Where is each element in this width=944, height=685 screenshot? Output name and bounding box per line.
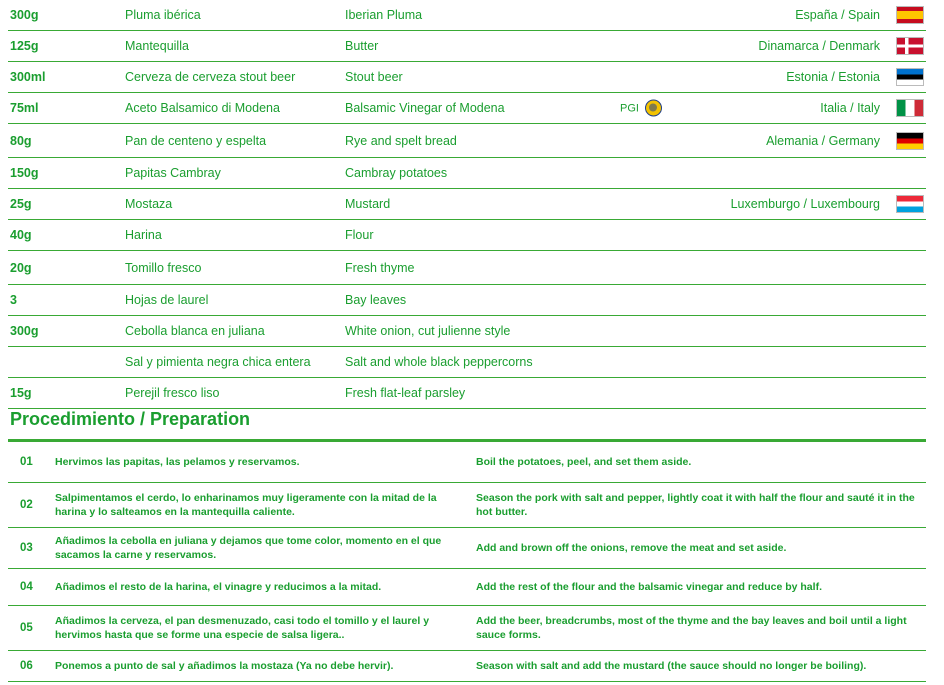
ingredient-name-es: Perejil fresco liso <box>125 386 220 400</box>
ingredient-name-en: Balsamic Vinegar of Modena <box>345 101 505 115</box>
ingredient-name-en: White onion, cut julienne style <box>345 324 511 338</box>
step-row <box>8 651 926 682</box>
step-text-es: Añadimos la cebolla en juliana y dejamos que tome color, momento en el que sacamos la carne y reservamos. <box>55 535 442 561</box>
pgi-label-text: PGI <box>620 102 639 114</box>
step-number: 01 <box>20 456 33 468</box>
ingredient-name-en: Salt and whole black peppercorns <box>345 355 533 369</box>
ingredient-name-en: Iberian Pluma <box>345 8 423 22</box>
ingredient-quantity: 3 <box>10 293 17 307</box>
ingredient-quantity: 125g <box>10 39 39 53</box>
step-text-en: Boil the potatoes, peel, and set them aside. <box>476 456 692 468</box>
ingredient-name-en: Mustard <box>345 197 391 211</box>
step-text-es: Añadimos la cerveza, el pan desmenuzado, casi todo el tomillo y el laurel y hervimos hasta que se forme una especie de salsa ligera.. <box>55 615 430 641</box>
ingredient-row <box>8 0 926 31</box>
spain-flag-icon <box>896 6 924 24</box>
step-text-en: Add the rest of the flour and the balsamic vinegar and reduce by half. <box>476 581 822 593</box>
ingredient-name-es: Mostaza <box>125 197 173 211</box>
ingredient-quantity: 300ml <box>10 70 46 84</box>
ingredients-table <box>8 0 926 409</box>
ingredient-name-es: Tomillo fresco <box>125 260 202 275</box>
preparation-title: Procedimiento / Preparation <box>10 409 251 429</box>
step-text-en: Season the pork with salt and pepper, lightly coat it with half the flour and sauté it in the hot butter. <box>476 492 915 518</box>
ingredient-country: España / Spain <box>795 8 880 22</box>
ingredient-quantity: 25g <box>10 197 32 211</box>
ingredient-name-es: Aceto Balsamico di Modena <box>125 101 280 115</box>
step-text-en: Add and brown off the onions, remove the meat and set aside. <box>476 542 787 554</box>
ingredient-row <box>8 124 926 158</box>
ingredient-country: Estonia / Estonia <box>786 70 880 84</box>
luxembourg-flag-icon <box>896 195 924 213</box>
step-number: 05 <box>20 622 33 634</box>
step-row <box>8 483 926 528</box>
ingredient-row <box>8 31 926 62</box>
step-number: 02 <box>20 499 33 511</box>
step-text-es: Ponemos a punto de sal y añadimos la mostaza (Ya no debe hervir). <box>55 660 394 672</box>
ingredient-row <box>8 378 926 409</box>
ingredient-name-en: Cambray potatoes <box>345 166 448 180</box>
ingredient-name-en: Bay leaves <box>345 293 407 307</box>
step-number: 03 <box>20 542 33 554</box>
step-text-en: Add the beer, breadcrumbs, most of the thyme and the bay leaves and boil until a light sauce forms. <box>476 615 907 641</box>
ingredient-quantity: 40g <box>10 228 32 242</box>
ingredient-quantity: 300g <box>10 324 39 338</box>
ingredient-name-es: Hojas de laurel <box>125 293 209 307</box>
ingredient-name-es: Papitas Cambray <box>125 166 221 180</box>
ingredient-name-es: Pluma ibérica <box>125 8 201 22</box>
ingredient-country: Italia / Italy <box>820 101 880 115</box>
ingredient-quantity: 15g <box>10 386 32 400</box>
ingredient-name-en: Rye and spelt bread <box>345 133 457 148</box>
pgi-seal-icon <box>645 100 662 117</box>
ingredient-row <box>8 62 926 93</box>
ingredient-name-en: Fresh thyme <box>345 260 415 275</box>
ingredient-country: Alemania / Germany <box>766 133 880 148</box>
ingredient-quantity: 20g <box>10 260 32 275</box>
ingredient-name-es: Cerveza de cerveza stout beer <box>125 70 296 84</box>
ingredient-name-es: Harina <box>125 228 162 242</box>
ingredient-country: Dinamarca / Denmark <box>758 39 880 53</box>
estonia-flag-icon <box>896 68 924 86</box>
step-row <box>8 442 926 483</box>
step-text-es: Salpimentamos el cerdo, lo enharinamos muy ligeramente con la mitad de la harina y lo salteamos en la mantequilla caliente. <box>55 492 437 518</box>
ingredient-quantity: 150g <box>10 166 39 180</box>
ingredient-quantity: 75ml <box>10 101 39 115</box>
ingredient-name-en: Butter <box>345 39 379 53</box>
ingredient-name-es: Sal y pimienta negra chica entera <box>125 355 311 369</box>
ingredient-row <box>8 220 926 251</box>
step-text-es: Añadimos el resto de la harina, el vinagre y reducimos a la mitad. <box>55 581 382 593</box>
step-number: 06 <box>20 660 33 672</box>
step-text-es: Hervimos las papitas, las pelamos y reservamos. <box>55 456 300 468</box>
ingredient-row <box>8 158 926 189</box>
pgi-label <box>620 100 662 117</box>
ingredient-name-es: Cebolla blanca en juliana <box>125 324 265 338</box>
step-row <box>8 569 926 606</box>
denmark-flag-icon <box>896 37 924 55</box>
italy-flag-icon <box>896 99 924 117</box>
ingredient-name-en: Stout beer <box>345 70 403 84</box>
ingredient-name-en: Fresh flat-leaf parsley <box>345 386 466 400</box>
ingredient-row <box>8 285 926 316</box>
ingredient-name-es: Mantequilla <box>125 39 189 53</box>
ingredient-row <box>8 189 926 220</box>
ingredient-country: Luxemburgo / Luxembourg <box>730 197 880 211</box>
ingredient-quantity: 300g <box>10 8 39 22</box>
germany-flag-icon <box>896 132 924 150</box>
step-text-en: Season with salt and add the mustard (the sauce should no longer be boiling). <box>476 660 867 672</box>
step-number: 04 <box>20 581 33 593</box>
ingredient-row <box>8 93 926 124</box>
step-row <box>8 528 926 569</box>
ingredient-row <box>8 316 926 347</box>
ingredient-row <box>8 251 926 285</box>
step-row <box>8 606 926 651</box>
ingredient-row <box>8 347 926 378</box>
ingredient-quantity: 80g <box>10 133 32 148</box>
preparation-steps <box>8 442 926 682</box>
ingredient-name-es: Pan de centeno y espelta <box>125 133 267 148</box>
ingredient-name-en: Flour <box>345 228 374 242</box>
